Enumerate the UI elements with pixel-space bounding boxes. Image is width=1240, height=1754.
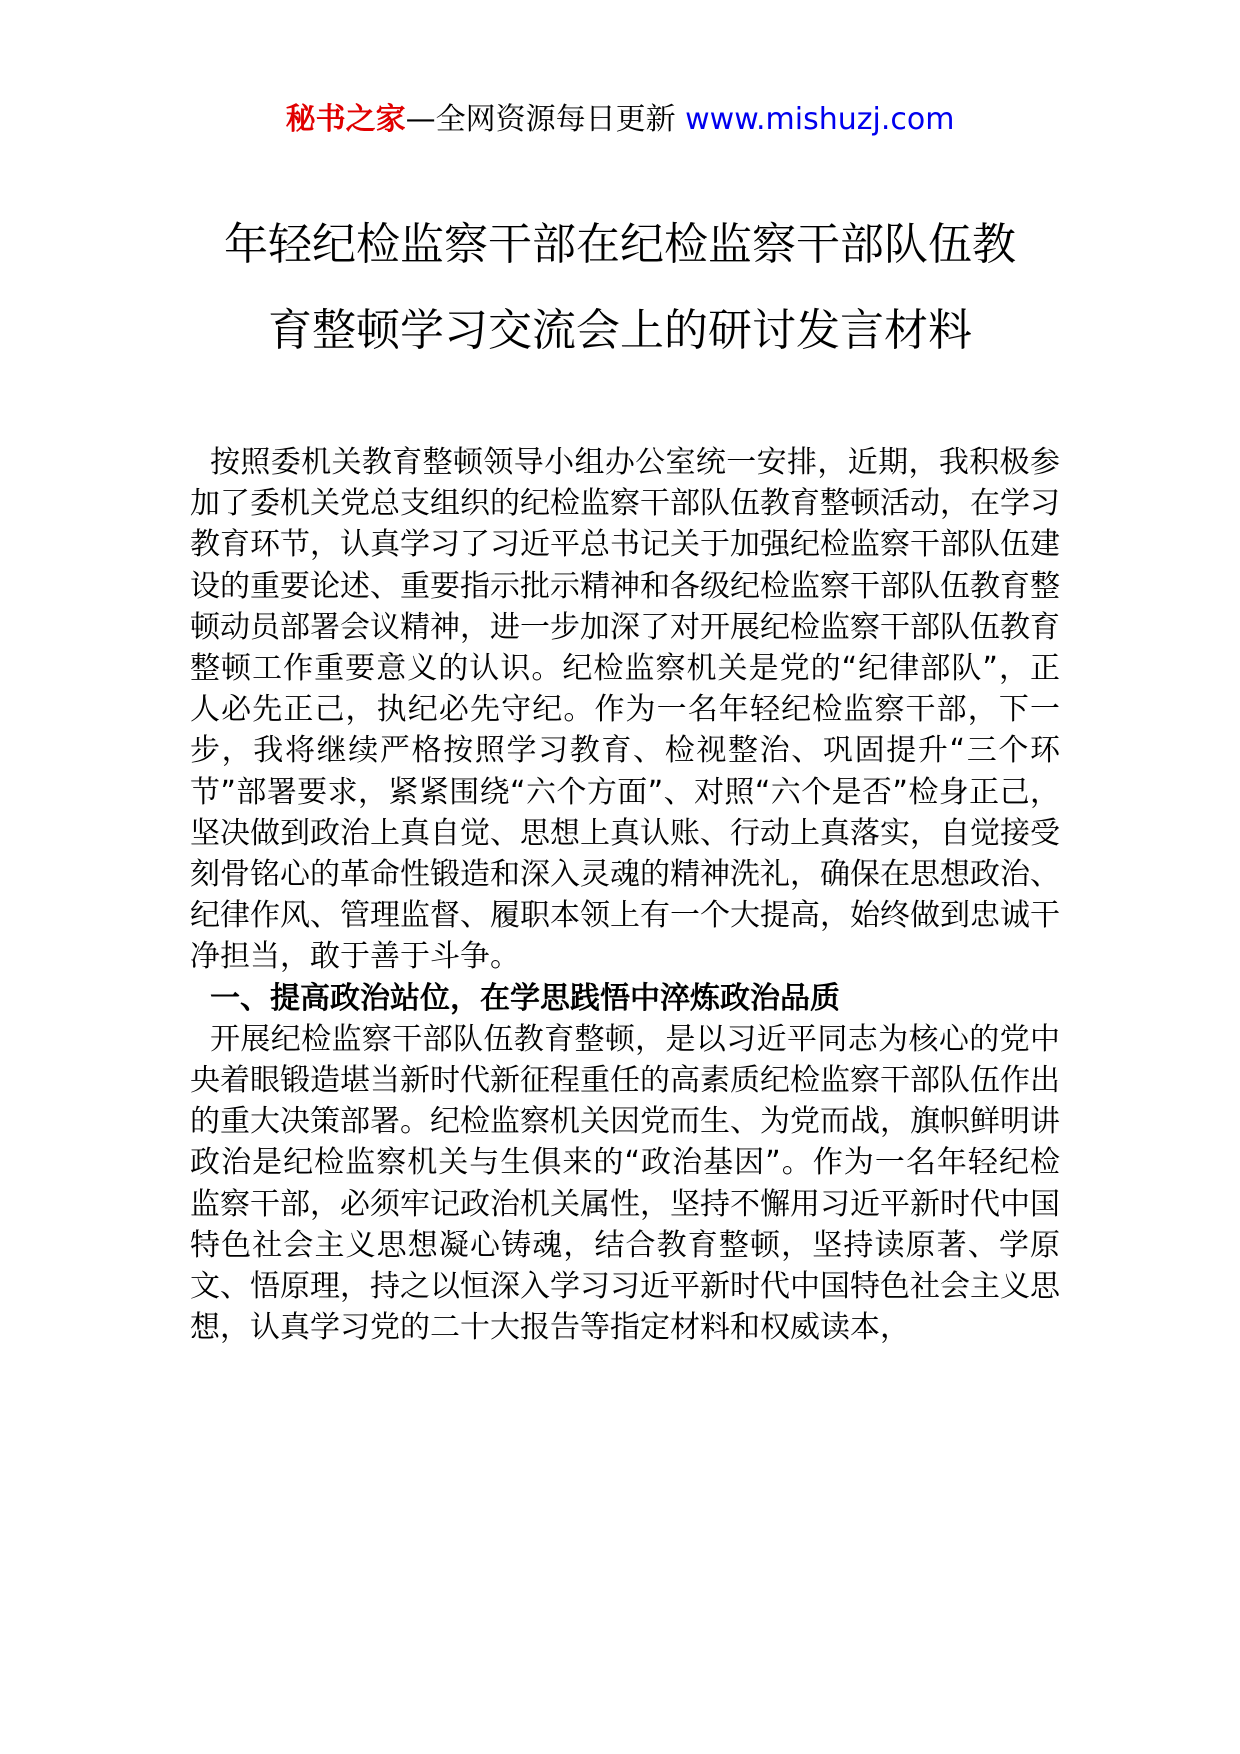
document-title-line-2: 育整顿学习交流会上的研讨发言材料 <box>268 305 972 356</box>
site-tagline: —全网资源每日更新 <box>405 102 676 137</box>
document-title <box>120 202 1120 374</box>
site-header <box>0 100 1240 140</box>
section-heading-1: 一、提高政治站位，在学思践悟中淬炼政治品质 <box>210 980 840 1016</box>
document-body <box>190 442 1060 1348</box>
body-paragraph-intro: 按照委机关教育整顿领导小组办公室统一安排，近期，我积极参加了委机关党总支组织的纪检监察干部队伍教育整顿活动，在学习教育环节，认真学习了习近平总书记关于加强纪检监察干部队伍建设的重要论述、重要指示批示精神和各级纪检监察干部队伍教育整顿动员部署会议精神，进一步加深了对开展纪检监察干部队伍教育整顿工作重要意义的认识。纪检监察机关是党的“纪律部队”，正人必先正己，执纪必先守纪。作为一名年轻纪检监察干部，下一步，我将继续严格按照学习教育、检视整治、巩固提升“三个环节”部署要求，紧紧围绕“六个方面”、对照“六个是否”检身正己，坚决做到政治上真自觉、思想上真认账、行动上真落实，自觉接受刻骨铭心的革命性锻造和深入灵魂的精神洗礼，确保在思想政治、纪律作风、管理监督、履职本领上有一个大提高，始终做到忠诚干净担当，敢于善于斗争。 <box>190 445 1060 975</box>
body-paragraph-section-1: 开展纪检监察干部队伍教育整顿，是以习近平同志为核心的党中央着眼锻造堪当新时代新征程重任的高素质纪检监察干部队伍作出的重大决策部署。纪检监察机关因党而生、为党而战，旗帜鲜明讲政治是纪检监察机关与生俱来的“政治基因”。作为一名年轻纪检监察干部，必须牢记政治机关属性，坚持不懈用习近平新时代中国特色社会主义思想凝心铸魂，结合教育整顿，坚持读原著、学原文、悟原理，持之以恒深入学习习近平新时代中国特色社会主义思想，认真学习党的二十大报告等指定材料和权威读本， <box>190 1021 1060 1346</box>
document-title-line-1: 年轻纪检监察干部在纪检监察干部队伍教 <box>224 219 1016 270</box>
site-name: 秘书之家 <box>285 102 406 137</box>
site-url-link[interactable]: www.mishuzj.com <box>685 102 955 137</box>
